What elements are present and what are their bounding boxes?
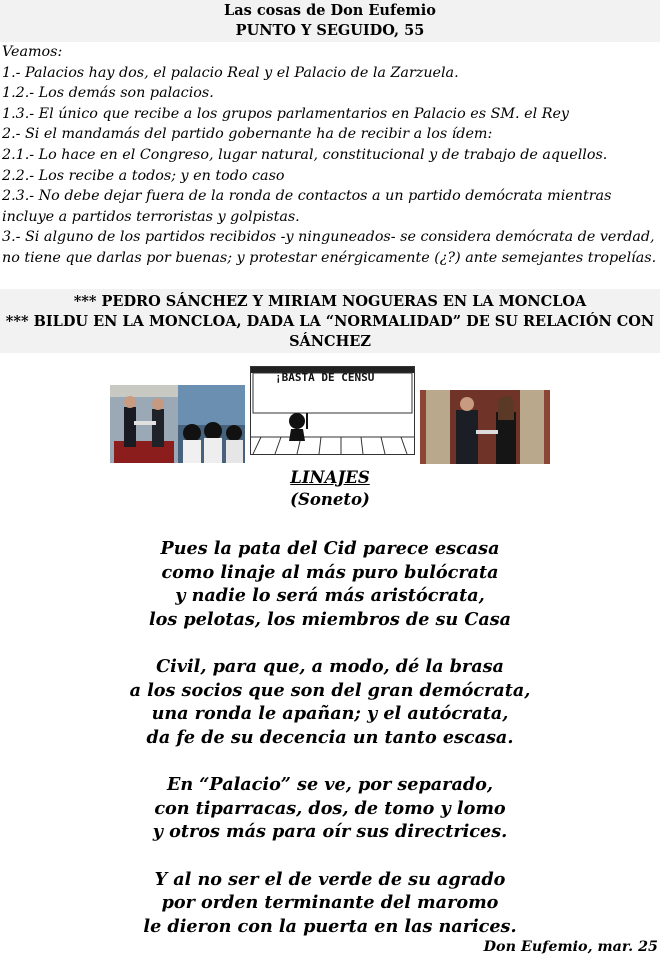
article-header	[0, 0, 660, 42]
verse: le dieron con la puerta en las narices.	[143, 915, 517, 937]
verse: Pues la pata del Cid parece escasa	[160, 538, 500, 559]
verse: como linaje al más puro bulócrata	[161, 561, 499, 583]
column-subtitle: PUNTO Y SEGUIDO, 55	[235, 22, 425, 39]
verse: una ronda le apañan; y el autócrata,	[151, 703, 509, 724]
verse: Y al no ser el de verde de su agrado	[154, 868, 506, 890]
intro-line: 2.2.- Los recibe a todos; y en todo caso	[2, 167, 285, 184]
photo-handshake-left	[110, 385, 245, 463]
poem-subtitle: (Soneto)	[290, 490, 370, 509]
stanza	[0, 868, 660, 939]
intro-line: 3.- Si alguno de los partidos recibidos -y ninguneados- se considera demócrata de verdad, no tiene que darlas por buenas; y protestar enérgicamente (¿?) ante semejantes tropelías.	[2, 229, 657, 266]
verse: da fe de su decencia un tanto escasa.	[146, 726, 514, 748]
verse: En “Palacio” se ve, por separado,	[166, 774, 494, 795]
verse: y otros más para oír sus directrices.	[152, 821, 508, 842]
verse: Civil, para que, a modo, dé la brasa	[156, 656, 504, 677]
poem-title: LINAJES	[290, 468, 370, 487]
intro-list	[2, 42, 658, 269]
intro-line: 2.1.- Lo hace en el Congreso, lugar natural, constitucional y de trabajo de aquellos.	[2, 146, 608, 163]
verse: por orden terminante del maromo	[161, 892, 499, 913]
news-headlines	[0, 289, 660, 353]
comic-strip	[250, 366, 415, 455]
verse: los pelotas, los miembros de su Casa	[148, 608, 512, 630]
headline-2: *** BILDU EN LA MONCLOA, DADA LA “NORMALIDAD” DE SU RELACIÓN CON SÁNCHEZ	[5, 313, 655, 350]
intro-line: 1.3.- El único que recibe a los grupos parlamentarios en Palacio es SM. el Rey	[2, 105, 570, 122]
intro-line: 2.3.- No debe dejar fuera de la ronda de contactos a un partido demócrata mientras incluye a partidos terroristas y golpistas.	[2, 188, 612, 225]
column-title: Las cosas de Don Eufemio	[224, 2, 436, 19]
intro-line: 2.- Si el mandamás del partido gobernante ha de recibir a los ídem:	[2, 126, 493, 143]
stanza	[0, 773, 660, 844]
intro-line: Veamos:	[2, 44, 63, 60]
comic-caption: ¡BASTA DE CENSU	[275, 371, 375, 384]
headline-1: *** PEDRO SÁNCHEZ Y MIRIAM NOGUERAS EN LA MONCLOA	[73, 293, 587, 310]
intro-line: 1.- Palacios hay dos, el palacio Real y el Palacio de la Zarzuela.	[2, 64, 459, 81]
signature: Don Eufemio, mar. 25	[483, 939, 658, 955]
poem-body	[0, 537, 660, 962]
intro-line: 1.2.- Los demás son palacios.	[2, 85, 214, 102]
stanza	[0, 655, 660, 749]
stanza	[0, 537, 660, 631]
poem-heading	[0, 467, 660, 511]
photo-handshake-right	[420, 390, 550, 464]
verse: y nadie lo será más aristócrata,	[175, 585, 485, 606]
verse: con tiparracas, dos, de tomo y lomo	[154, 797, 506, 819]
verse: a los socios que son del gran demócrata,	[129, 679, 531, 701]
